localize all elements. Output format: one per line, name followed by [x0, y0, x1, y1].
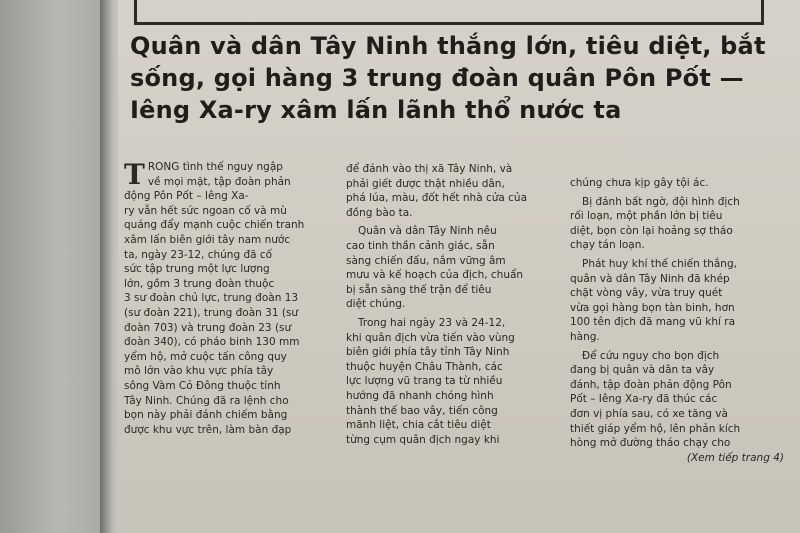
text-line: chặt vòng vây, vừa truy quét: [570, 287, 723, 300]
text-line: biên giới phía tây tỉnh Tây Ninh: [346, 346, 510, 359]
text-line: 100 tên địch đã mang vũ khí ra: [570, 316, 736, 329]
text-line: bị sẵn sàng thế trận để tiêu: [346, 283, 492, 296]
text-line: bọn này phải đánh chiếm bằng: [124, 409, 288, 422]
text-line: diệt, bọn còn lại hoảng sợ tháo: [570, 224, 733, 237]
text-line: mãnh liệt, chia cắt tiêu diệt: [346, 419, 491, 432]
text-line: Bị đánh bất ngờ, đội hình địch: [582, 195, 740, 208]
text-line: xâm lấn biên giới tây nam nước: [124, 233, 291, 246]
text-line: (sư đoàn 221), trung đoàn 31 (sư: [124, 306, 299, 319]
text-line: Pốt – Iêng Xa-ry đã thúc các: [570, 393, 718, 406]
text-line: diệt chúng.: [346, 298, 406, 311]
text-line: lớn, gồm 3 trung đoàn thuộc: [124, 277, 275, 290]
text-line: đoàn 703) và trung đoàn 23 (sư: [124, 321, 292, 334]
text-line: chạy tán loạn.: [570, 239, 645, 252]
text-line: thuộc huyện Châu Thành, các: [346, 360, 503, 373]
article-column-2: [346, 162, 560, 447]
text-line: đồng bào ta.: [346, 206, 413, 219]
newspaper-page: [118, 0, 800, 533]
text-line: rối loạn, một phần lớn bị tiêu: [570, 210, 723, 223]
text-line: khi quân địch vừa tiến vào vùng: [346, 331, 515, 344]
left-page-edge: [0, 0, 108, 533]
text-line: Để cứu nguy cho bọn địch: [582, 349, 720, 362]
text-line: thiết giáp yểm hộ, lên phản kích: [570, 422, 741, 435]
text-line: hướng đã nhanh chóng hình: [346, 389, 494, 402]
text-line: sàng chiến đấu, nắm vững âm: [346, 254, 506, 267]
top-article-box: [134, 0, 764, 25]
article-column-3: [570, 176, 784, 465]
text-line: hòng mở đường tháo chạy cho: [570, 437, 731, 450]
text-line: thành thế bao vây, tiến công: [346, 404, 498, 417]
text-line: quân và dân Tây Ninh đã khép: [570, 272, 730, 285]
text-line: được khu vực trên, làm bàn đạp: [124, 423, 292, 436]
text-line: đơn vị phía sau, có xe tăng và: [570, 407, 728, 420]
text-line: về mọi mặt, tập đoàn phản: [147, 175, 291, 188]
drop-cap: T: [124, 158, 145, 191]
text-line: mưu và kế hoạch của địch, chuẩn: [346, 269, 524, 282]
text-line: đoàn 340), có pháo binh 130 mm: [124, 336, 300, 349]
text-line: Trong hai ngày 23 và 24-12,: [358, 316, 506, 329]
text-line: Tây Ninh. Chúng đã ra lệnh cho: [124, 394, 289, 407]
text-line: RONG tình thế nguy ngập: [147, 161, 283, 173]
text-line: động Pôn Pốt – Iêng Xa-: [124, 190, 249, 203]
text-line: Phát huy khí thế chiến thắng,: [582, 257, 737, 270]
continued-note: (Xem tiếp trang 4): [686, 451, 784, 464]
article-column-1: [124, 160, 336, 437]
article-headline: Quân và dân Tây Ninh thắng lớn, tiêu diệt, bắt sống, gọi hàng 3 trung đoàn quân Pôn Pốt — Iêng Xa-ry xâm lấn lãnh thổ nước ta: [130, 32, 766, 124]
text-line: hàng.: [570, 330, 600, 343]
text-line: chúng chưa kịp gây tội ác.: [570, 177, 709, 189]
text-line: Quân và dân Tây Ninh nêu: [358, 225, 497, 238]
text-line: sông Vàm Cỏ Đông thuộc tỉnh: [124, 379, 281, 392]
text-line: yểm hộ, mở cuộc tấn công quy: [124, 350, 287, 363]
text-line: từng cụm quân địch ngay khi: [346, 433, 500, 446]
text-line: ta, ngày 23-12, chúng đã cố: [124, 248, 273, 261]
text-line: sức tập trung một lực lượng: [124, 263, 270, 276]
text-line: mô lớn vào khu vực phía tây: [124, 365, 274, 378]
text-line: cao tinh thần cảnh giác, sẵn: [346, 239, 495, 252]
text-line: phá lúa, màu, đốt hết nhà cửa của: [346, 192, 528, 205]
text-line: phải giết được thật nhiều dân,: [346, 177, 505, 190]
text-line: vừa gọi hàng bọn tàn binh, hơn: [570, 301, 735, 314]
text-line: đang bị quân và dân ta vây: [570, 364, 715, 377]
text-line: quáng đẩy mạnh cuộc chiến tranh: [124, 219, 305, 232]
text-line: để đánh vào thị xã Tây Ninh, và: [346, 163, 513, 175]
text-line: 3 sư đoàn chủ lực, trung đoàn 13: [124, 292, 299, 305]
text-line: đánh, tập đoàn phản động Pôn: [570, 378, 732, 391]
text-line: ry vẫn hết sức ngoan cố và mù: [124, 204, 287, 217]
text-line: lực lượng vũ trang ta từ nhiều: [346, 375, 503, 388]
